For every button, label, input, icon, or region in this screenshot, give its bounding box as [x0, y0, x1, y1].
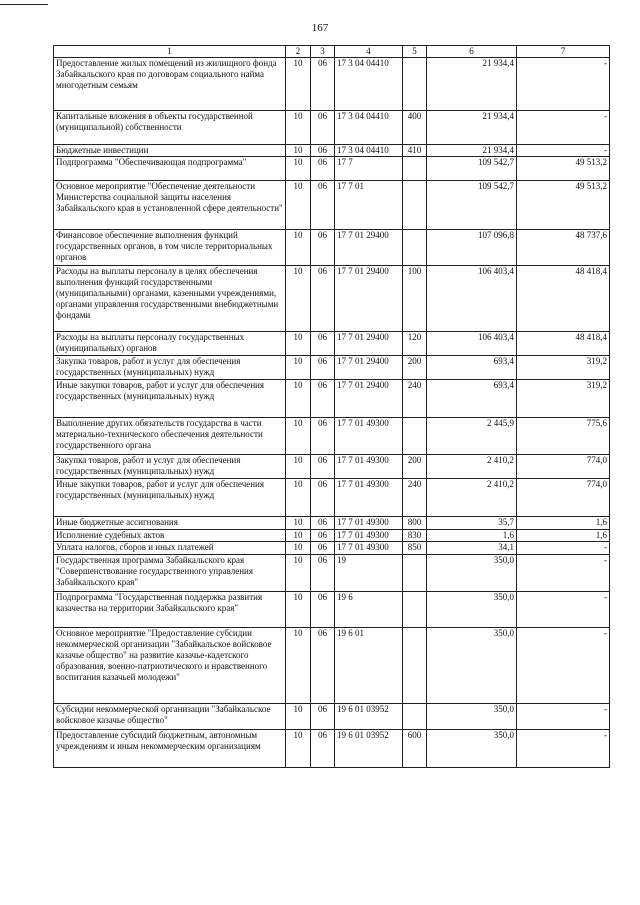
row-amount-2: 1,6: [517, 530, 610, 542]
row-amount-1: 350,0: [427, 592, 517, 628]
row-expense-type: 410: [403, 145, 427, 157]
row-amount-1: 2 410,2: [427, 455, 517, 479]
row-target-code: 17 3 04 04410: [335, 145, 403, 157]
row-name: Бюджетные инвестиции: [54, 145, 286, 157]
column-header: 4: [335, 46, 403, 58]
table-row: [54, 455, 610, 479]
table-row: [54, 542, 610, 555]
row-subsection: 06: [311, 542, 335, 555]
row-expense-type: 200: [403, 356, 427, 380]
table-row: [54, 730, 610, 768]
row-expense-type: 400: [403, 111, 427, 145]
table-row: [54, 704, 610, 730]
row-target-code: 17 7 01 29400: [335, 332, 403, 356]
table-row: [54, 555, 610, 592]
row-name: Иные закупки товаров, работ и услуг для обеспечения государственных (муниципальных) нужд: [54, 479, 286, 517]
column-header: 2: [286, 46, 311, 58]
column-header: 1: [54, 46, 286, 58]
table-row: [54, 332, 610, 356]
row-amount-1: 1,6: [427, 530, 517, 542]
row-subsection: 06: [311, 111, 335, 145]
column-header: 5: [403, 46, 427, 58]
table-row: [54, 380, 610, 418]
row-amount-2: -: [517, 628, 610, 704]
table-row: [54, 628, 610, 704]
table-row: [54, 157, 610, 181]
row-expense-type: [403, 592, 427, 628]
row-name: Субсидии некоммерческой организации "Забайкальское войсковое казачье общество": [54, 704, 286, 730]
row-section: 10: [286, 479, 311, 517]
page-number: 167: [311, 22, 329, 34]
header-row: [54, 46, 610, 58]
row-amount-1: 109 542,7: [427, 157, 517, 181]
row-expense-type: 240: [403, 479, 427, 517]
row-amount-2: 319,2: [517, 380, 610, 418]
row-amount-1: 350,0: [427, 704, 517, 730]
table-row: [54, 356, 610, 380]
row-subsection: 06: [311, 418, 335, 455]
row-section: 10: [286, 356, 311, 380]
row-name: Исполнение судебных актов: [54, 530, 286, 542]
row-subsection: 06: [311, 356, 335, 380]
row-target-code: 19 6 01 03952: [335, 730, 403, 768]
row-target-code: 17 7 01 29400: [335, 266, 403, 332]
row-amount-1: 350,0: [427, 730, 517, 768]
row-amount-2: 49 513,2: [517, 157, 610, 181]
row-subsection: 06: [311, 592, 335, 628]
row-amount-2: -: [517, 145, 610, 157]
row-amount-2: 48 737,6: [517, 230, 610, 266]
row-amount-1: 106 403,4: [427, 332, 517, 356]
row-expense-type: [403, 628, 427, 704]
row-name: Иные закупки товаров, работ и услуг для обеспечения государственных (муниципальных) нужд: [54, 380, 286, 418]
corner-rule: [0, 4, 48, 5]
row-name: Предоставление субсидий бюджетным, автономным учреждениям и иным некоммерческим организациям: [54, 730, 286, 768]
row-expense-type: 600: [403, 730, 427, 768]
row-subsection: 06: [311, 555, 335, 592]
row-subsection: 06: [311, 455, 335, 479]
row-section: 10: [286, 157, 311, 181]
table-row: [54, 418, 610, 455]
row-section: 10: [286, 628, 311, 704]
table-row: [54, 230, 610, 266]
row-subsection: 06: [311, 517, 335, 530]
row-amount-1: 106 403,4: [427, 266, 517, 332]
row-subsection: 06: [311, 230, 335, 266]
row-expense-type: [403, 704, 427, 730]
row-subsection: 06: [311, 145, 335, 157]
row-amount-2: 774,0: [517, 479, 610, 517]
row-expense-type: 830: [403, 530, 427, 542]
row-name: Капитальные вложения в объекты государственной (муниципальной) собственности: [54, 111, 286, 145]
row-amount-2: -: [517, 542, 610, 555]
row-amount-2: 774,0: [517, 455, 610, 479]
row-amount-1: 109 542,7: [427, 181, 517, 230]
row-subsection: 06: [311, 181, 335, 230]
row-target-code: 17 7 01 49300: [335, 479, 403, 517]
row-amount-1: 21 934,4: [427, 145, 517, 157]
table-row: [54, 266, 610, 332]
row-name: Подпрограмма "Государственная поддержка развития казачества на территории Забайкальского края": [54, 592, 286, 628]
row-section: 10: [286, 266, 311, 332]
row-amount-1: 350,0: [427, 628, 517, 704]
row-amount-2: 48 418,4: [517, 266, 610, 332]
row-name: Закупка товаров, работ и услуг для обеспечения государственных (муниципальных) нужд: [54, 356, 286, 380]
row-subsection: 06: [311, 266, 335, 332]
row-expense-type: 100: [403, 266, 427, 332]
row-subsection: 06: [311, 479, 335, 517]
row-amount-2: 775,6: [517, 418, 610, 455]
row-name: Иные бюджетные ассигнования: [54, 517, 286, 530]
row-subsection: 06: [311, 332, 335, 356]
table-row: [54, 517, 610, 530]
row-name: Финансовое обеспечение выполнения функций государственных органов, в том числе территориальных органов: [54, 230, 286, 266]
row-section: 10: [286, 58, 311, 111]
row-target-code: 19 6 01: [335, 628, 403, 704]
row-amount-1: 35,7: [427, 517, 517, 530]
row-section: 10: [286, 530, 311, 542]
row-amount-1: 107 096,8: [427, 230, 517, 266]
row-target-code: 17 7 01 49300: [335, 530, 403, 542]
row-name: Предоставление жилых помещений из жилищного фонда Забайкальского края по договорам социального найма многодетным семьям: [54, 58, 286, 111]
row-target-code: 17 7 01 49300: [335, 418, 403, 455]
row-subsection: 06: [311, 380, 335, 418]
row-amount-1: 21 934,4: [427, 58, 517, 111]
row-name: Расходы на выплаты персоналу государственных (муниципальных) органов: [54, 332, 286, 356]
row-name: Выполнение других обязательств государства в части материально-технического обеспечения деятельности государственного органа: [54, 418, 286, 455]
row-subsection: 06: [311, 628, 335, 704]
row-amount-2: -: [517, 555, 610, 592]
row-section: 10: [286, 380, 311, 418]
row-expense-type: [403, 230, 427, 266]
row-expense-type: 850: [403, 542, 427, 555]
row-amount-1: 34,1: [427, 542, 517, 555]
row-expense-type: 200: [403, 455, 427, 479]
row-name: Основное мероприятие "Предоставление субсидии некоммерческой организации "Забайкальское войсковое казачье общество" на развитие казачье-кадетского образования, военно-патриотического и нравственного воспитания казачьей молодежи": [54, 628, 286, 704]
row-section: 10: [286, 555, 311, 592]
row-target-code: 17 7 01 49300: [335, 542, 403, 555]
row-amount-1: 693,4: [427, 356, 517, 380]
table-row: [54, 181, 610, 230]
table-row: [54, 592, 610, 628]
row-amount-1: 350,0: [427, 555, 517, 592]
row-target-code: 17 7 01 49300: [335, 455, 403, 479]
row-name: Закупка товаров, работ и услуг для обеспечения государственных (муниципальных) нужд: [54, 455, 286, 479]
row-expense-type: 800: [403, 517, 427, 530]
row-section: 10: [286, 542, 311, 555]
column-header: 6: [427, 46, 517, 58]
row-amount-2: -: [517, 592, 610, 628]
row-section: 10: [286, 704, 311, 730]
row-section: 10: [286, 730, 311, 768]
row-section: 10: [286, 592, 311, 628]
row-expense-type: [403, 555, 427, 592]
row-expense-type: [403, 157, 427, 181]
row-target-code: 17 7 01 49300: [335, 517, 403, 530]
row-name: Подпрограмма "Обеспечивающая подпрограмма": [54, 157, 286, 181]
row-section: 10: [286, 230, 311, 266]
row-target-code: 17 3 04 04410: [335, 58, 403, 111]
row-amount-1: 21 934,4: [427, 111, 517, 145]
table-row: [54, 145, 610, 157]
row-target-code: 19: [335, 555, 403, 592]
row-subsection: 06: [311, 704, 335, 730]
row-subsection: 06: [311, 58, 335, 111]
row-expense-type: 120: [403, 332, 427, 356]
row-section: 10: [286, 111, 311, 145]
row-subsection: 06: [311, 730, 335, 768]
row-target-code: 17 7 01 29400: [335, 356, 403, 380]
row-amount-1: 2 445,9: [427, 418, 517, 455]
row-amount-2: -: [517, 58, 610, 111]
row-target-code: 17 7: [335, 157, 403, 181]
row-subsection: 06: [311, 530, 335, 542]
row-target-code: 17 7 01: [335, 181, 403, 230]
row-target-code: 19 6: [335, 592, 403, 628]
row-section: 10: [286, 418, 311, 455]
row-target-code: 19 6 01 03952: [335, 704, 403, 730]
row-section: 10: [286, 181, 311, 230]
row-name: Основное мероприятие "Обеспечение деятельности Министерства социальной защиты населения Забайкальского края в установленной сфере деятельности": [54, 181, 286, 230]
table-row: [54, 530, 610, 542]
row-expense-type: 240: [403, 380, 427, 418]
row-target-code: 17 7 01 29400: [335, 230, 403, 266]
row-amount-2: -: [517, 111, 610, 145]
row-amount-2: 319,2: [517, 356, 610, 380]
row-amount-1: 693,4: [427, 380, 517, 418]
row-amount-1: 2 410,2: [427, 479, 517, 517]
row-expense-type: [403, 418, 427, 455]
row-expense-type: [403, 181, 427, 230]
table-row: [54, 58, 610, 111]
row-name: Уплата налогов, сборов и иных платежей: [54, 542, 286, 555]
table-row: [54, 111, 610, 145]
column-header: 7: [517, 46, 610, 58]
row-section: 10: [286, 517, 311, 530]
row-amount-2: 48 418,4: [517, 332, 610, 356]
row-expense-type: [403, 58, 427, 111]
row-amount-2: -: [517, 704, 610, 730]
table-row: [54, 479, 610, 517]
row-name: Государственная программа Забайкальского края "Совершенствование государственного управления Забайкальского края": [54, 555, 286, 592]
row-amount-2: 1,6: [517, 517, 610, 530]
budget-table: [53, 45, 610, 768]
row-section: 10: [286, 332, 311, 356]
row-amount-2: -: [517, 730, 610, 768]
row-section: 10: [286, 455, 311, 479]
row-target-code: 17 3 04 04410: [335, 111, 403, 145]
row-name: Расходы на выплаты персоналу в целях обеспечения выполнения функций государственными (муниципальными) органами, казенными учреждениями, органами управления государственными внебюджетными фондами: [54, 266, 286, 332]
column-header: 3: [311, 46, 335, 58]
row-section: 10: [286, 145, 311, 157]
row-target-code: 17 7 01 29400: [335, 380, 403, 418]
row-amount-2: 49 513,2: [517, 181, 610, 230]
row-subsection: 06: [311, 157, 335, 181]
